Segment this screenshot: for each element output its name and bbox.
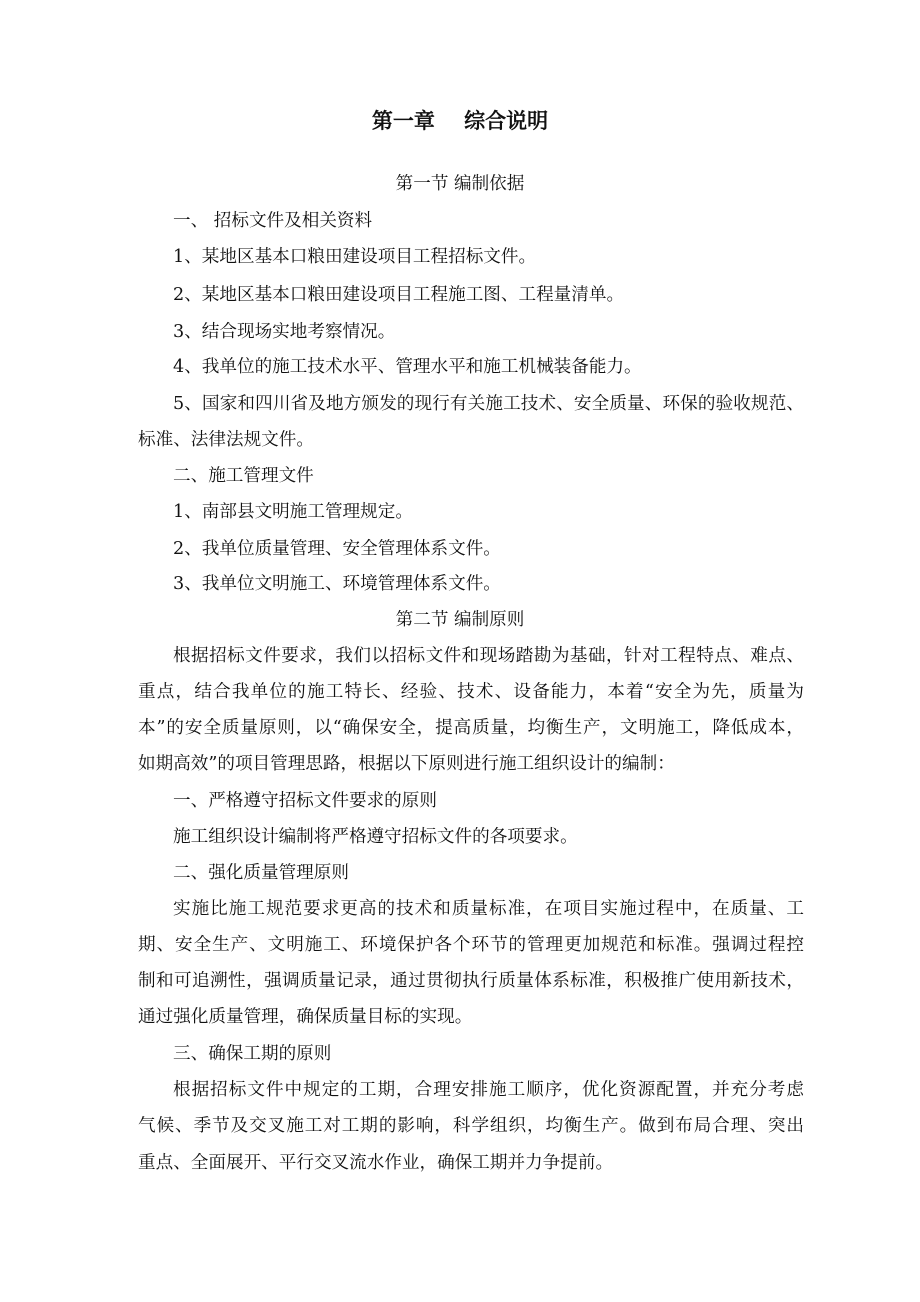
list-item: 1、南部县文明施工管理规定。 (173, 502, 413, 522)
paragraph-line: 期、安全生产、文明施工、环境保护各个环节的管理更加规范和标准。强调过程控 (138, 935, 804, 955)
list-item: 3、我单位文明施工、环境管理体系文件。 (173, 574, 501, 594)
section-heading-basis: 第一节 编制依据 (395, 174, 525, 194)
subheading-management-docs: 二、施工管理文件 (173, 466, 314, 486)
section-heading-principles: 第二节 编制原则 (395, 610, 525, 630)
principle-title: 三、确保工期的原则 (173, 1044, 332, 1064)
paragraph-line: 如期高效”的项目管理思路，根据以下原则进行施工组织设计的编制： (138, 754, 675, 774)
subheading-tender-docs: 一、 招标文件及相关资料 (173, 211, 373, 231)
paragraph-line: 气候、季节及交叉施工对工期的影响，科学组织，均衡生产。做到布局合理、突出 (138, 1116, 804, 1136)
principle-title: 二、强化质量管理原则 (173, 863, 349, 883)
list-item: 2、我单位质量管理、安全管理体系文件。 (173, 539, 501, 559)
chapter-title: 第一章 综合说明 (371, 108, 549, 133)
list-item: 2、某地区基本口粮田建设项目工程施工图、工程量清单。 (173, 285, 625, 305)
paragraph-line: 制和可追溯性，强调质量记录，通过贯彻执行质量体系标准，积极推广使用新技术， (138, 971, 804, 991)
paragraph-line: 本”的安全质量原则，以“确保安全，提高质量，均衡生产，文明施工，降低成本， (138, 718, 804, 738)
list-item-continuation: 标准、法律法规文件。 (138, 430, 314, 450)
list-item: 5、国家和四川省及地方颁发的现行有关施工技术、安全质量、环保的验收规范、 (173, 394, 804, 414)
paragraph-line: 实施比施工规范要求更高的技术和质量标准，在项目实施过程中，在质量、工 (173, 899, 804, 919)
paragraph-line: 根据招标文件要求，我们以招标文件和现场踏勘为基础，针对工程特点、难点、 (173, 646, 804, 666)
list-item: 1、某地区基本口粮田建设项目工程招标文件。 (173, 247, 537, 267)
list-item: 3、结合现场实地考察情况。 (173, 322, 396, 342)
list-item: 4、我单位的施工技术水平、管理水平和施工机械装备能力。 (173, 357, 642, 377)
principle-title: 一、严格遵守招标文件要求的原则 (173, 791, 437, 811)
principle-text: 施工组织设计编制将严格遵守招标文件的各项要求。 (173, 827, 578, 847)
paragraph-line: 通过强化质量管理，确保质量目标的实现。 (138, 1007, 473, 1027)
paragraph-line: 根据招标文件中规定的工期，合理安排施工顺序，优化资源配置，并充分考虑 (173, 1080, 804, 1100)
paragraph-line: 重点、全面展开、平行交叉流水作业，确保工期并力争提前。 (138, 1153, 614, 1173)
paragraph-line: 重点，结合我单位的施工特长、经验、技术、设备能力，本着“安全为先，质量为 (138, 682, 804, 702)
